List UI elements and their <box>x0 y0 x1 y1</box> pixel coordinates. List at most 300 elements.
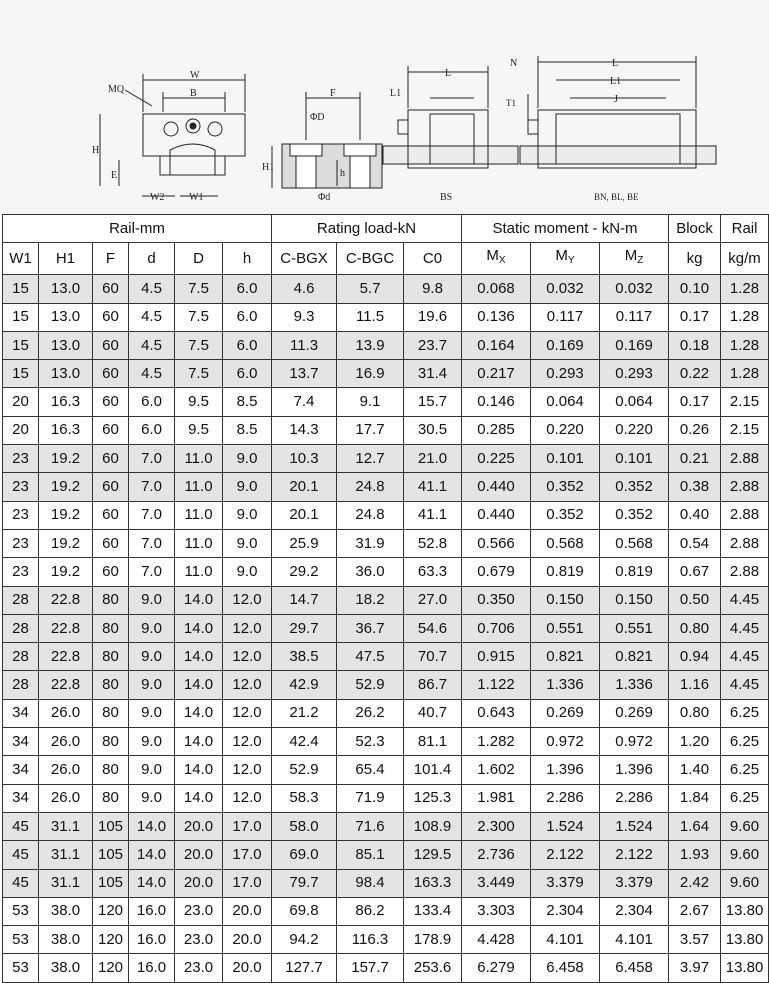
table-cell: 0.136 <box>462 303 531 331</box>
label-phi-d-upper: ΦD <box>310 112 325 123</box>
table-cell: 24.8 <box>337 473 404 501</box>
table-cell: 0.568 <box>531 529 600 557</box>
table-cell: 40.7 <box>404 699 462 727</box>
table-cell: 9.0 <box>223 445 272 473</box>
label-b: B <box>190 88 197 99</box>
label-e: E <box>111 170 118 181</box>
table-cell: 1.28 <box>721 360 769 388</box>
label-w: W <box>190 70 200 81</box>
table-cell: 12.0 <box>223 643 272 671</box>
table-cell: 60 <box>93 416 129 444</box>
table-cell: 14.0 <box>129 841 175 869</box>
label-j: J <box>614 94 618 105</box>
table-cell: 1.84 <box>669 784 721 812</box>
table-cell: 20.1 <box>272 473 337 501</box>
label-bs: BS <box>440 192 453 203</box>
table-cell: 3.449 <box>462 869 531 897</box>
front-view-drawing <box>92 70 245 203</box>
table-cell: 6.0 <box>223 360 272 388</box>
table-cell: 19.6 <box>404 303 462 331</box>
table-cell: 0.064 <box>531 388 600 416</box>
table-cell: 4.45 <box>721 614 769 642</box>
table-cell: 0.915 <box>462 643 531 671</box>
table-cell: 0.566 <box>462 529 531 557</box>
table-cell: 80 <box>93 586 129 614</box>
table-cell: 0.146 <box>462 388 531 416</box>
table-cell: 45 <box>3 812 39 840</box>
table-cell: 28 <box>3 643 39 671</box>
table-cell: 0.440 <box>462 473 531 501</box>
table-cell: 13.0 <box>39 360 93 388</box>
table-cell: 21.0 <box>404 445 462 473</box>
table-cell: 52.9 <box>272 756 337 784</box>
table-cell: 71.6 <box>337 812 404 840</box>
table-cell: 9.60 <box>721 841 769 869</box>
table-cell: 6.0 <box>223 331 272 359</box>
table-cell: 1.16 <box>669 671 721 699</box>
table-cell: 14.7 <box>272 586 337 614</box>
table-cell: 0.40 <box>669 501 721 529</box>
table-cell: 2.122 <box>600 841 669 869</box>
table-cell: 20.0 <box>175 869 223 897</box>
table-cell: 0.26 <box>669 416 721 444</box>
table-cell: 41.1 <box>404 473 462 501</box>
side-view-bs-drawing <box>383 66 518 203</box>
technical-drawings <box>0 0 769 214</box>
table-cell: 157.7 <box>337 954 404 982</box>
table-row <box>3 614 769 642</box>
table-row <box>3 784 769 812</box>
table-cell: 2.67 <box>669 897 721 925</box>
specification-table <box>2 214 769 983</box>
table-cell: 6.25 <box>721 756 769 784</box>
table-cell: 2.736 <box>462 841 531 869</box>
table-cell: 9.0 <box>223 473 272 501</box>
table-cell: 26.0 <box>39 728 93 756</box>
table-cell: 0.50 <box>669 586 721 614</box>
table-cell: 0.568 <box>600 529 669 557</box>
table-row <box>3 869 769 897</box>
table-cell: 9.5 <box>175 388 223 416</box>
table-row <box>3 728 769 756</box>
table-cell: 6.0 <box>129 416 175 444</box>
table-cell: 1.28 <box>721 275 769 303</box>
table-cell: 0.67 <box>669 558 721 586</box>
table-cell: 3.97 <box>669 954 721 982</box>
table-cell: 14.0 <box>175 728 223 756</box>
label-w2: W2 <box>150 192 165 203</box>
table-cell: 9.0 <box>129 586 175 614</box>
table-row <box>3 558 769 586</box>
table-cell: 6.458 <box>531 954 600 982</box>
table-cell: 60 <box>93 360 129 388</box>
table-cell: 7.5 <box>175 275 223 303</box>
table-cell: 2.304 <box>600 897 669 925</box>
table-cell: 0.169 <box>600 331 669 359</box>
table-cell: 9.0 <box>129 784 175 812</box>
table-cell: 11.0 <box>175 529 223 557</box>
table-cell: 9.60 <box>721 869 769 897</box>
table-cell: 14.0 <box>175 784 223 812</box>
label-phi-d-lower: Φd <box>318 192 331 203</box>
table-cell: 19.2 <box>39 445 93 473</box>
table-cell: 0.706 <box>462 614 531 642</box>
label-h-small: h <box>340 168 345 179</box>
table-cell: 21.2 <box>272 699 337 727</box>
table-cell: 7.0 <box>129 501 175 529</box>
table-cell: 6.0 <box>223 303 272 331</box>
table-cell: 0.821 <box>600 643 669 671</box>
table-cell: 29.2 <box>272 558 337 586</box>
table-cell: 0.21 <box>669 445 721 473</box>
table-cell: 12.0 <box>223 728 272 756</box>
table-cell: 9.0 <box>223 529 272 557</box>
table-cell: 9.3 <box>272 303 337 331</box>
table-cell: 60 <box>93 558 129 586</box>
table-cell: 31.1 <box>39 812 93 840</box>
table-cell: 16.9 <box>337 360 404 388</box>
table-cell: 14.0 <box>129 869 175 897</box>
table-cell: 253.6 <box>404 954 462 982</box>
table-cell: 0.269 <box>600 699 669 727</box>
table-cell: 42.4 <box>272 728 337 756</box>
table-row <box>3 501 769 529</box>
label-w1: W1 <box>189 192 204 203</box>
table-cell: 9.0 <box>223 501 272 529</box>
table-row <box>3 812 769 840</box>
table-cell: 1.28 <box>721 331 769 359</box>
table-cell: 116.3 <box>337 926 404 954</box>
column-header-row <box>3 243 769 275</box>
table-cell: 0.150 <box>600 586 669 614</box>
label-n: N <box>510 58 518 69</box>
table-cell: 6.458 <box>600 954 669 982</box>
label-bn-bl-be: BN, BL, BE <box>594 192 639 202</box>
table-cell: 127.7 <box>272 954 337 982</box>
table-cell: 60 <box>93 331 129 359</box>
column-header: C-BGX <box>272 243 337 275</box>
table-cell: 9.0 <box>129 643 175 671</box>
table-cell: 3.303 <box>462 897 531 925</box>
table-cell: 3.379 <box>531 869 600 897</box>
table-row <box>3 416 769 444</box>
table-cell: 31.9 <box>337 529 404 557</box>
table-cell: 38.5 <box>272 643 337 671</box>
table-cell: 0.269 <box>531 699 600 727</box>
table-cell: 45 <box>3 869 39 897</box>
table-cell: 36.7 <box>337 614 404 642</box>
table-cell: 5.7 <box>337 275 404 303</box>
table-cell: 12.7 <box>337 445 404 473</box>
table-cell: 108.9 <box>404 812 462 840</box>
table-cell: 12.0 <box>223 756 272 784</box>
table-cell: 120 <box>93 954 129 982</box>
table-row <box>3 388 769 416</box>
table-cell: 9.0 <box>223 558 272 586</box>
group-header: Rail-mm <box>3 215 272 243</box>
table-cell: 23.0 <box>175 954 223 982</box>
table-cell: 23 <box>3 501 39 529</box>
table-cell: 52.8 <box>404 529 462 557</box>
table-cell: 9.5 <box>175 416 223 444</box>
table-cell: 0.101 <box>600 445 669 473</box>
table-cell: 4.6 <box>272 275 337 303</box>
table-cell: 54.6 <box>404 614 462 642</box>
table-cell: 0.80 <box>669 614 721 642</box>
table-cell: 1.28 <box>721 303 769 331</box>
table-cell: 9.0 <box>129 728 175 756</box>
table-cell: 1.40 <box>669 756 721 784</box>
table-cell: 0.22 <box>669 360 721 388</box>
table-cell: 7.5 <box>175 303 223 331</box>
label-h: H <box>92 145 100 156</box>
table-cell: 0.551 <box>531 614 600 642</box>
table-cell: 23 <box>3 473 39 501</box>
table-cell: 19.2 <box>39 473 93 501</box>
table-cell: 16.0 <box>129 926 175 954</box>
table-cell: 4.5 <box>129 303 175 331</box>
column-header: C0 <box>404 243 462 275</box>
table-cell: 2.88 <box>721 473 769 501</box>
table-cell: 0.643 <box>462 699 531 727</box>
table-cell: 0.352 <box>600 473 669 501</box>
table-cell: 23 <box>3 445 39 473</box>
table-cell: 13.0 <box>39 303 93 331</box>
table-cell: 0.17 <box>669 388 721 416</box>
table-cell: 13.0 <box>39 275 93 303</box>
column-header: kg <box>669 243 721 275</box>
table-cell: 14.0 <box>175 586 223 614</box>
table-cell: 1.93 <box>669 841 721 869</box>
table-cell: 8.5 <box>223 416 272 444</box>
table-cell: 6.25 <box>721 728 769 756</box>
table-cell: 22.8 <box>39 614 93 642</box>
column-header: d <box>129 243 175 275</box>
table-cell: 53 <box>3 926 39 954</box>
table-cell: 1.336 <box>531 671 600 699</box>
table-row <box>3 643 769 671</box>
group-header: Static moment - kN-m <box>462 215 669 243</box>
table-cell: 0.819 <box>531 558 600 586</box>
table-cell: 0.38 <box>669 473 721 501</box>
table-cell: 60 <box>93 303 129 331</box>
table-cell: 11.0 <box>175 473 223 501</box>
table-cell: 14.0 <box>175 671 223 699</box>
table-cell: 1.981 <box>462 784 531 812</box>
table-cell: 4.45 <box>721 586 769 614</box>
table-cell: 6.0 <box>129 388 175 416</box>
group-header: Block <box>669 215 721 243</box>
group-header-row <box>3 215 769 243</box>
table-cell: 20 <box>3 416 39 444</box>
table-cell: 69.0 <box>272 841 337 869</box>
table-cell: 19.2 <box>39 558 93 586</box>
table-cell: 34 <box>3 784 39 812</box>
table-cell: 13.0 <box>39 331 93 359</box>
table-cell: 15 <box>3 275 39 303</box>
table-cell: 28 <box>3 586 39 614</box>
table-cell: 80 <box>93 643 129 671</box>
table-cell: 13.7 <box>272 360 337 388</box>
table-cell: 105 <box>93 869 129 897</box>
table-cell: 1.282 <box>462 728 531 756</box>
table-cell: 13.80 <box>721 926 769 954</box>
table-cell: 31.1 <box>39 841 93 869</box>
table-cell: 9.0 <box>129 671 175 699</box>
column-header: F <box>93 243 129 275</box>
table-cell: 11.0 <box>175 558 223 586</box>
table-cell: 80 <box>93 756 129 784</box>
label-l-bn: L <box>612 58 619 69</box>
table-cell: 26.0 <box>39 756 93 784</box>
table-cell: 9.0 <box>129 699 175 727</box>
table-cell: 26.2 <box>337 699 404 727</box>
table-cell: 20 <box>3 388 39 416</box>
column-header: W1 <box>3 243 39 275</box>
table-cell: 2.88 <box>721 445 769 473</box>
table-cell: 0.064 <box>600 388 669 416</box>
table-cell: 2.88 <box>721 501 769 529</box>
table-cell: 0.117 <box>531 303 600 331</box>
table-cell: 80 <box>93 699 129 727</box>
table-cell: 0.220 <box>600 416 669 444</box>
table-cell: 22.8 <box>39 586 93 614</box>
table-cell: 6.25 <box>721 699 769 727</box>
table-cell: 15 <box>3 360 39 388</box>
table-cell: 4.45 <box>721 671 769 699</box>
table-cell: 12.0 <box>223 586 272 614</box>
table-cell: 17.0 <box>223 812 272 840</box>
table-cell: 11.3 <box>272 331 337 359</box>
table-cell: 16.0 <box>129 954 175 982</box>
table-cell: 94.2 <box>272 926 337 954</box>
table-cell: 13.80 <box>721 954 769 982</box>
table-cell: 13.80 <box>721 897 769 925</box>
table-cell: 19.2 <box>39 529 93 557</box>
table-cell: 63.3 <box>404 558 462 586</box>
table-cell: 1.122 <box>462 671 531 699</box>
table-row <box>3 699 769 727</box>
table-cell: 26.0 <box>39 699 93 727</box>
table-cell: 41.1 <box>404 501 462 529</box>
column-header: C-BGC <box>337 243 404 275</box>
table-cell: 0.169 <box>531 331 600 359</box>
table-row <box>3 897 769 925</box>
table-cell: 14.0 <box>129 812 175 840</box>
table-cell: 14.0 <box>175 614 223 642</box>
table-cell: 1.336 <box>600 671 669 699</box>
table-cell: 9.0 <box>129 614 175 642</box>
table-cell: 0.352 <box>531 501 600 529</box>
table-cell: 69.8 <box>272 897 337 925</box>
table-cell: 80 <box>93 728 129 756</box>
table-cell: 2.88 <box>721 558 769 586</box>
table-cell: 3.57 <box>669 926 721 954</box>
table-cell: 105 <box>93 841 129 869</box>
table-cell: 8.5 <box>223 388 272 416</box>
table-cell: 6.0 <box>223 275 272 303</box>
label-h1: H1 <box>262 162 275 173</box>
table-cell: 38.0 <box>39 954 93 982</box>
table-cell: 1.396 <box>531 756 600 784</box>
table-cell: 60 <box>93 529 129 557</box>
table-cell: 23 <box>3 529 39 557</box>
table-cell: 23.0 <box>175 897 223 925</box>
table-cell: 120 <box>93 897 129 925</box>
table-cell: 1.602 <box>462 756 531 784</box>
group-header: Rail <box>721 215 769 243</box>
table-cell: 125.3 <box>404 784 462 812</box>
table-cell: 12.0 <box>223 671 272 699</box>
table-cell: 9.8 <box>404 275 462 303</box>
table-cell: 25.9 <box>272 529 337 557</box>
table-cell: 4.101 <box>600 926 669 954</box>
table-cell: 2.286 <box>531 784 600 812</box>
table-cell: 58.3 <box>272 784 337 812</box>
table-cell: 11.0 <box>175 445 223 473</box>
table-row <box>3 756 769 784</box>
table-row <box>3 841 769 869</box>
table-cell: 4.5 <box>129 331 175 359</box>
table-row <box>3 303 769 331</box>
table-cell: 20.0 <box>223 897 272 925</box>
table-cell: 0.350 <box>462 586 531 614</box>
table-cell: 0.352 <box>531 473 600 501</box>
table-cell: 2.286 <box>600 784 669 812</box>
table-cell: 7.0 <box>129 558 175 586</box>
table-cell: 4.5 <box>129 360 175 388</box>
table-cell: 22.8 <box>39 643 93 671</box>
table-cell: 178.9 <box>404 926 462 954</box>
table-cell: 31.1 <box>39 869 93 897</box>
group-header: Rating load-kN <box>272 215 462 243</box>
table-cell: 81.1 <box>404 728 462 756</box>
table-cell: 7.5 <box>175 331 223 359</box>
table-cell: 22.8 <box>39 671 93 699</box>
table-cell: 1.524 <box>531 812 600 840</box>
table-cell: 0.217 <box>462 360 531 388</box>
table-cell: 4.428 <box>462 926 531 954</box>
table-cell: 9.1 <box>337 388 404 416</box>
table-cell: 0.94 <box>669 643 721 671</box>
table-cell: 2.42 <box>669 869 721 897</box>
table-cell: 6.25 <box>721 784 769 812</box>
table-cell: 0.54 <box>669 529 721 557</box>
table-cell: 79.7 <box>272 869 337 897</box>
table-cell: 11.0 <box>175 501 223 529</box>
table-cell: 6.279 <box>462 954 531 982</box>
table-cell: 15 <box>3 303 39 331</box>
table-cell: 0.17 <box>669 303 721 331</box>
column-header: H1 <box>39 243 93 275</box>
table-cell: 14.3 <box>272 416 337 444</box>
rail-section-drawing <box>262 88 382 203</box>
table-cell: 65.4 <box>337 756 404 784</box>
table-cell: 101.4 <box>404 756 462 784</box>
column-header: kg/m <box>721 243 769 275</box>
table-cell: 58.0 <box>272 812 337 840</box>
table-cell: 0.117 <box>600 303 669 331</box>
table-cell: 0.679 <box>462 558 531 586</box>
table-cell: 80 <box>93 614 129 642</box>
table-cell: 1.20 <box>669 728 721 756</box>
table-cell: 52.3 <box>337 728 404 756</box>
table-cell: 31.4 <box>404 360 462 388</box>
column-header: $M_Z$ <box>600 243 669 275</box>
table-cell: 0.225 <box>462 445 531 473</box>
column-header: $M_X$ <box>462 243 531 275</box>
table-cell: 80 <box>93 671 129 699</box>
